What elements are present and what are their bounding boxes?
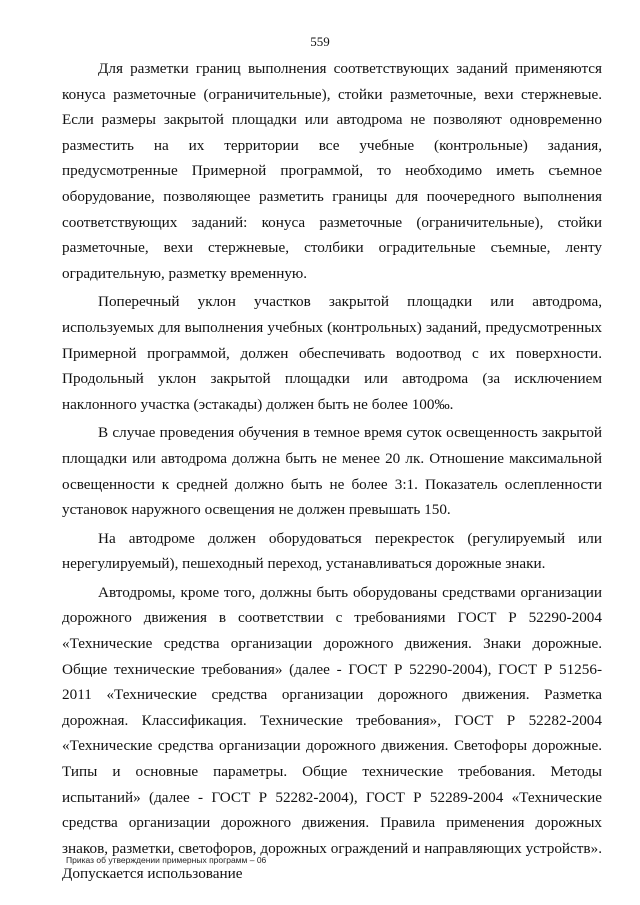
page-number: 559: [310, 34, 330, 49]
body-text: [62, 56, 602, 890]
paragraph-lighting-requirements: В случае проведения обучения в темное время суток освещенность закрытой площадки или автодрома должна быть не менее 20 лк. Отношение максимальной освещенности к средней должно быть не более 3:1. Показатель ослепленности установок наружного освещения не должен превышать 150.: [62, 424, 602, 519]
paragraph-gost-standards: Автодромы, кроме того, должны быть оборудованы средствами организации дорожного движения в соответствии с требованиями ГОСТ Р 52290-2004 «Технические средства организации дорожного движения. Знаки дорожные. Общие технические требования» (далее - ГОСТ Р 52290-2004), ГОСТ Р 51256-2011 «Технические средства организации дорожного движения. Разметка дорожная. Классификация. Технические требования», ГОСТ Р 52282-2004 «Технические средства организации дорожного движения. Светофоры дорожные. Типы и основные параметры. Общие технические требования. Методы испытаний» (далее - ГОСТ Р 52282-2004), ГОСТ Р 52289-2004 «Технические средства организации дорожного движения. Правила применения дорожных знаков, разметки, светофоров, дорожных ограждений и направляющих устройств». Допускается использование: [62, 583, 602, 883]
paragraph-slope-requirements: Поперечный уклон участков закрытой площадки или автодрома, используемых для выполнения учебных (контрольных) заданий, предусмотренных Примерной программой, должен обеспечивать водоотвод с их поверхности. Продольный уклон закрытой площадки или автодрома (за исключением наклонного участка (эстакады) должен быть не более 100‰.: [62, 293, 602, 413]
footer-note: Приказ об утверждении примерных программ – 06: [66, 855, 267, 865]
paragraph-intersection: На автодроме должен оборудоваться перекресток (регулируемый или нерегулируемый), пешеходный переход, устанавливаться дорожные знаки.: [62, 529, 602, 573]
paragraph-marking-equipment: Для разметки границ выполнения соответствующих заданий применяются конуса разметочные (ограничительные), стойки разметочные, вехи стержневые. Если размеры закрытой площадки или автодрома не позволяют одновременно разместить на их территории все учебные (контрольные) задания, предусмотренные Примерной программой, то необходимо иметь съемное оборудование, позволяющее разметить границы для поочередного выполнения соответствующих заданий: конуса разметочные (ограничительные), стойки разметочные, вехи стержневые, столбики оградительные съемные, ленту оградительную, разметку временную.: [62, 60, 602, 282]
